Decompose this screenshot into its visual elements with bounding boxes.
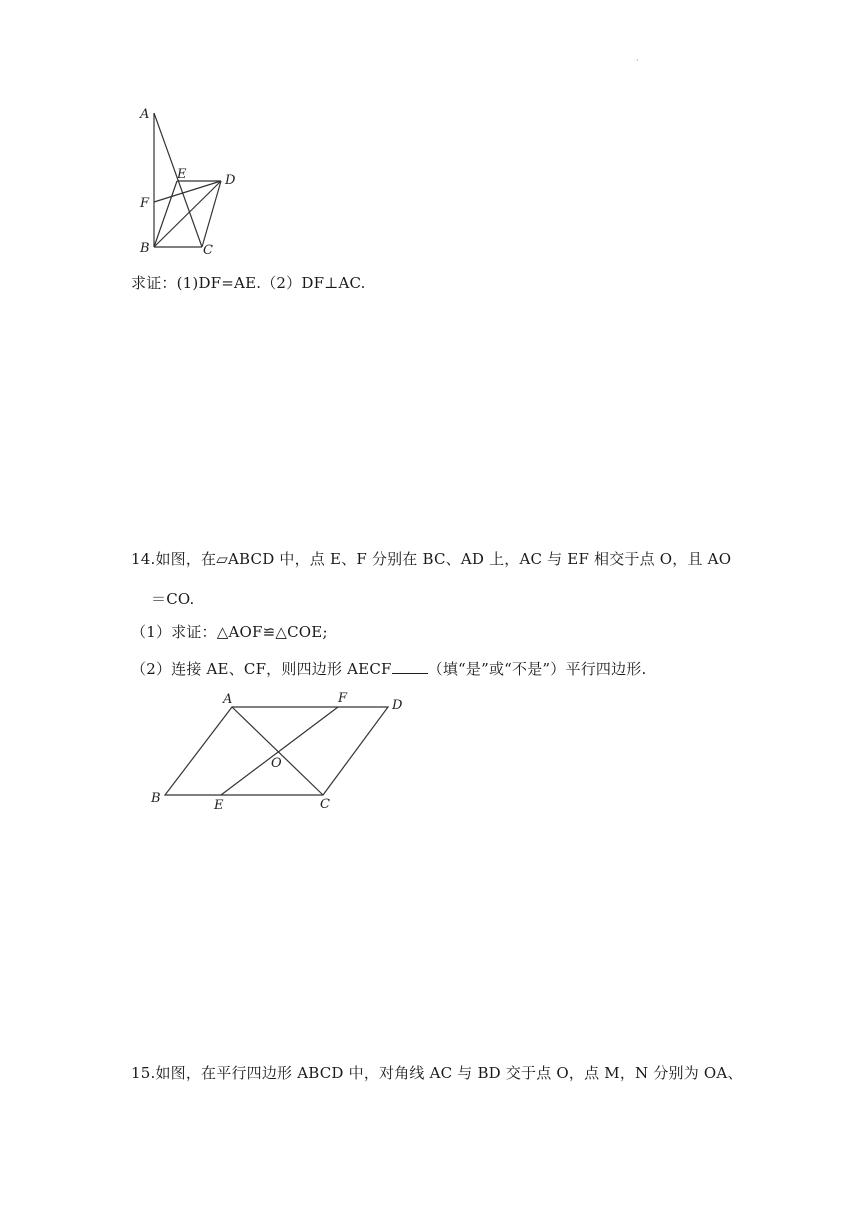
label-d: D xyxy=(392,698,403,713)
parallelogram-abcd xyxy=(165,707,388,795)
label-b: B xyxy=(140,241,150,256)
q14-line2: ＝CO. xyxy=(151,590,195,608)
label-b: B xyxy=(151,791,161,806)
figure-q13-svg xyxy=(130,100,250,265)
q14-part2-before: （2）连接 AE、CF，则四边形 AECF xyxy=(131,660,392,678)
label-o: O xyxy=(271,756,282,771)
label-f: F xyxy=(338,691,348,706)
label-a: A xyxy=(223,692,233,707)
diagonal-ac xyxy=(232,707,323,795)
q15-line1: 15.如图，在平行四边形 ABCD 中，对角线 AC 与 BD 交于点 O，点 M，N 分别为 OA、 xyxy=(131,1064,743,1082)
label-e: E xyxy=(214,798,224,813)
q14-part1: （1）求证：△AOF≌△COE; xyxy=(131,623,328,641)
q14-line1: 14.如图，在▱ABCD 中，点 E、F 分别在 BC、AD 上，AC 与 EF 相交于点 O，且 AO xyxy=(131,550,732,568)
segment-be xyxy=(154,181,177,247)
answer-blank xyxy=(392,659,428,674)
header-mark: · xyxy=(636,56,639,65)
figure-q13 xyxy=(130,100,250,265)
figure-q14 xyxy=(145,688,420,816)
label-e: E xyxy=(177,167,187,182)
figure-q14-svg xyxy=(145,688,420,816)
q14-part2 xyxy=(131,658,646,680)
label-d: D xyxy=(225,173,236,188)
segment-ef xyxy=(221,707,338,795)
label-c: C xyxy=(320,797,330,812)
q14-part2-after: （填“是”或“不是”）平行四边形. xyxy=(427,660,647,678)
label-c: C xyxy=(203,243,213,258)
label-f: F xyxy=(140,196,150,211)
q13-prove-text: 求证：(1)DF=AE.（2）DF⊥AC. xyxy=(131,274,366,292)
label-a: A xyxy=(140,107,150,122)
